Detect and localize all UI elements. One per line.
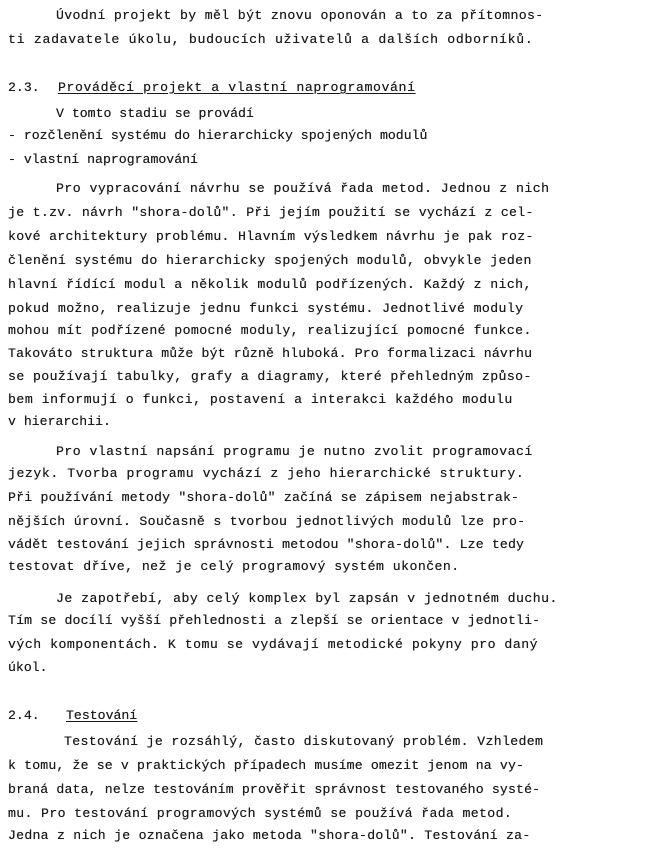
paragraph-line: Testování je rozsáhlý, často diskutovaný problém. Vzhledem bbox=[64, 734, 544, 749]
section-number: 2.3. bbox=[8, 80, 40, 95]
intro-line-2: ti zadavatele úkolu, budoucích uživatelů a dalších odborníků. bbox=[8, 32, 534, 47]
paragraph-line: úkol. bbox=[8, 660, 48, 675]
paragraph-line: v hierarchii. bbox=[8, 414, 111, 429]
paragraph-line: braná data, nelze testováním prověřit správnost testovaného systé- bbox=[8, 782, 541, 797]
paragraph-line: Tím se docílí vyšší přehlednosti a zlepší se orientace v jednotli- bbox=[8, 613, 541, 628]
paragraph-line: kové architektury problému. Hlavním výsledkem návrhu je pak roz- bbox=[8, 229, 534, 244]
bullet-item: - vlastní naprogramování bbox=[8, 152, 198, 167]
paragraph-line: Při používání metody "shora-dolů" začíná se zápisem nejabstrak- bbox=[8, 490, 520, 505]
bullet-item: - rozčlenění systému do hierarchicky spojených modulů bbox=[8, 128, 428, 143]
paragraph-line: bem informují o funkci, postavení a interakci každého modulu bbox=[8, 392, 513, 407]
section-title: Testování bbox=[66, 708, 138, 723]
section-lead: V tomto stadiu se provádí bbox=[56, 106, 254, 121]
intro-line-1: Úvodní projekt by měl být znovu oponován a to za přítomnos- bbox=[56, 8, 544, 23]
paragraph-line: jezyk. Tvorba programu vychází z jeho hierarchické struktury. bbox=[8, 466, 525, 481]
section-title: Prováděcí projekt a vlastní naprogramování bbox=[58, 80, 416, 95]
paragraph-line: pokud možno, realizuje jednu funkci systému. Jednotlivé moduly bbox=[8, 301, 524, 316]
paragraph-line: testovat dříve, než je celý programový systém ukončen. bbox=[8, 559, 460, 574]
paragraph-line: je t.zv. návrh "shora-dolů". Při jejím použití se vychází z cel- bbox=[8, 205, 534, 220]
paragraph-line: se používají tabulky, grafy a diagramy, které přehledným způso- bbox=[8, 369, 532, 384]
paragraph-line: Jedna z nich je označena jako metoda "shora-dolů". Testování za- bbox=[8, 828, 531, 843]
paragraph-line: Pro vlastní napsání programu je nutno zvolit programovací bbox=[56, 444, 533, 459]
section-number: 2.4. bbox=[8, 708, 40, 723]
paragraph-line: mu. Pro testování programových systémů se používá řada metod. bbox=[8, 806, 513, 821]
paragraph-line: nějších úrovní. Současně s tvorbou jednotlivých modulů lze pro- bbox=[8, 514, 526, 529]
paragraph-line: hlavní řídící modul a několik modulů podřízených. Každý z nich, bbox=[8, 277, 532, 292]
paragraph-line: Takováto struktura může být různě hluboká. Pro formalizaci návrhu bbox=[8, 346, 533, 361]
paragraph-line: vádět testování jejich správnosti metodou "shora-dolů". Lze tedy bbox=[8, 537, 525, 552]
paragraph-line: vých komponentách. K tomu se vydávají metodické pokyny pro daný bbox=[8, 637, 539, 652]
paragraph-line: k tomu, že se v praktických případech musíme omezit jenom na vy- bbox=[8, 758, 525, 773]
paragraph-line: Pro vypracování návrhu se používá řada metod. Jednou z nich bbox=[56, 181, 550, 196]
paragraph-line: členění systému do hierarchicky spojených modulů, obvykle jeden bbox=[8, 253, 532, 268]
paragraph-line: Je zapotřebí, aby celý komplex byl zapsán v jednotném duchu. bbox=[56, 591, 558, 606]
paragraph-line: mohou mít podřízené pomocné moduly, realizující pomocné funkce. bbox=[8, 323, 532, 338]
